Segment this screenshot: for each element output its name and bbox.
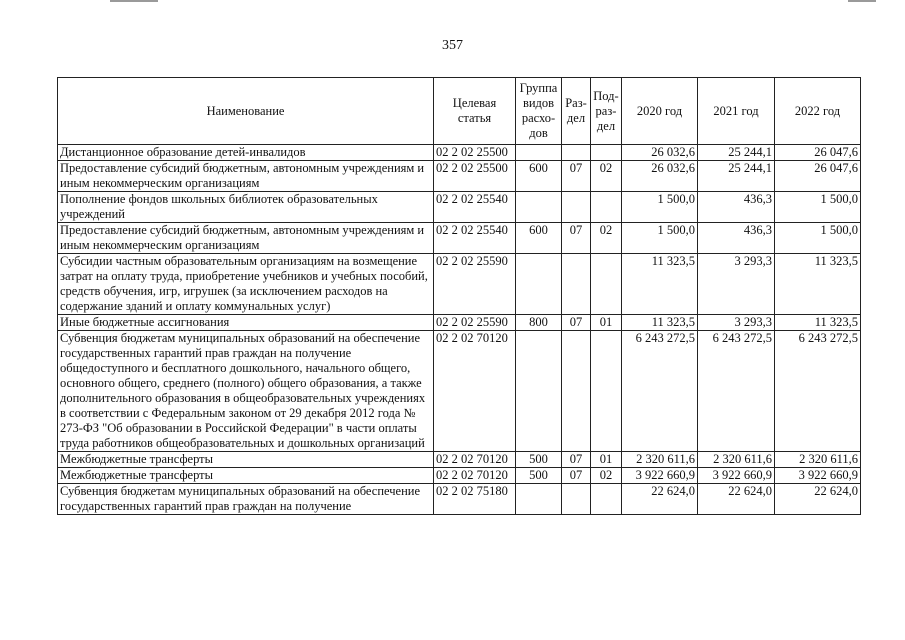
row-target: 02 2 02 70120: [434, 468, 516, 484]
row-2021: 3 922 660,9: [698, 468, 775, 484]
row-subsection: 01: [591, 315, 622, 331]
row-2022: 1 500,0: [775, 223, 861, 254]
row-subsection: [591, 331, 622, 452]
row-2022: 26 047,6: [775, 145, 861, 161]
row-2020: 26 032,6: [622, 145, 698, 161]
table-row: [58, 315, 861, 331]
row-2021: 25 244,1: [698, 161, 775, 192]
row-section: 07: [562, 468, 591, 484]
row-section: [562, 484, 591, 515]
budget-table: [57, 77, 861, 515]
header-subsection: Под-раз-дел: [591, 78, 622, 145]
row-subsection: [591, 254, 622, 315]
row-section: [562, 254, 591, 315]
row-2020: 26 032,6: [622, 161, 698, 192]
table-row: [58, 192, 861, 223]
row-section: 07: [562, 223, 591, 254]
row-name: Иные бюджетные ассигнования: [58, 315, 434, 331]
row-2021: 3 293,3: [698, 254, 775, 315]
row-section: 07: [562, 315, 591, 331]
header-2020: 2020 год: [622, 78, 698, 145]
row-2022: 11 323,5: [775, 315, 861, 331]
row-target: 02 2 02 25500: [434, 145, 516, 161]
row-2022: 3 922 660,9: [775, 468, 861, 484]
row-subsection: 02: [591, 223, 622, 254]
row-2021: 3 293,3: [698, 315, 775, 331]
row-subsection: [591, 145, 622, 161]
row-2020: 1 500,0: [622, 192, 698, 223]
row-group: 800: [516, 315, 562, 331]
table-row: [58, 468, 861, 484]
row-2020: 11 323,5: [622, 254, 698, 315]
row-target: 02 2 02 70120: [434, 452, 516, 468]
row-target: 02 2 02 25590: [434, 315, 516, 331]
row-2021: 2 320 611,6: [698, 452, 775, 468]
header-target: Целевая статья: [434, 78, 516, 145]
row-subsection: 02: [591, 161, 622, 192]
row-group: 500: [516, 468, 562, 484]
row-name: Субвенция бюджетам муниципальных образований на обеспечение государственных гарантий прав граждан на получение общедоступного и бесплатного дошкольного, начального общего, основного общего, среднего (полного) общего образования, а также дополнительного образования в общеобразовательных учреждениях в соответствии с Федеральным законом от 29 декабря 2012 года № 273-ФЗ "Об образовании в Российской Федерации" в части оплаты труда работников общеобразовательных и дошкольных организаций: [58, 331, 434, 452]
row-name: Предоставление субсидий бюджетным, автономным учреждениям и иным некоммерческим организациям: [58, 223, 434, 254]
row-section: [562, 331, 591, 452]
row-subsection: 02: [591, 468, 622, 484]
table-row: [58, 331, 861, 452]
header-name: Наименование: [58, 78, 434, 145]
row-target: 02 2 02 25540: [434, 192, 516, 223]
row-section: [562, 192, 591, 223]
row-2020: 22 624,0: [622, 484, 698, 515]
header-expense-group: Группа видов расхо-дов: [516, 78, 562, 145]
row-name: Предоставление субсидий бюджетным, автономным учреждениям и иным некоммерческим организациям: [58, 161, 434, 192]
table-row: [58, 223, 861, 254]
row-target: 02 2 02 25500: [434, 161, 516, 192]
row-group: [516, 192, 562, 223]
page-number: 357: [442, 38, 463, 53]
row-section: [562, 145, 591, 161]
scan-artifact-line: [110, 0, 158, 2]
row-2021: 22 624,0: [698, 484, 775, 515]
row-group: [516, 484, 562, 515]
row-subsection: [591, 192, 622, 223]
row-2020: 2 320 611,6: [622, 452, 698, 468]
row-2020: 6 243 272,5: [622, 331, 698, 452]
row-target: 02 2 02 25540: [434, 223, 516, 254]
row-group: 500: [516, 452, 562, 468]
row-2022: 1 500,0: [775, 192, 861, 223]
row-2022: 11 323,5: [775, 254, 861, 315]
row-2021: 6 243 272,5: [698, 331, 775, 452]
row-name: Межбюджетные трансферты: [58, 468, 434, 484]
table-row: [58, 484, 861, 515]
row-name: Субсидии частным образовательным организациям на возмещение затрат на оплату труда, приобретение учебников и учебных пособий, средств обучения, игр, игрушек (за исключением расходов на содержание зданий и оплату коммунальных услуг): [58, 254, 434, 315]
row-2022: 2 320 611,6: [775, 452, 861, 468]
table-row: [58, 145, 861, 161]
row-target: 02 2 02 25590: [434, 254, 516, 315]
table-row: [58, 254, 861, 315]
scan-artifact-line: [848, 0, 876, 2]
row-2021: 25 244,1: [698, 145, 775, 161]
row-group: [516, 254, 562, 315]
row-2021: 436,3: [698, 223, 775, 254]
row-2020: 3 922 660,9: [622, 468, 698, 484]
row-name: Субвенция бюджетам муниципальных образований на обеспечение государственных гарантий прав граждан на получение: [58, 484, 434, 515]
row-subsection: 01: [591, 452, 622, 468]
row-section: 07: [562, 161, 591, 192]
row-target: 02 2 02 70120: [434, 331, 516, 452]
table-row: [58, 452, 861, 468]
row-name: Пополнение фондов школьных библиотек образовательных учреждений: [58, 192, 434, 223]
row-group: [516, 145, 562, 161]
row-2022: 22 624,0: [775, 484, 861, 515]
row-section: 07: [562, 452, 591, 468]
row-2020: 11 323,5: [622, 315, 698, 331]
row-target: 02 2 02 75180: [434, 484, 516, 515]
row-name: Межбюджетные трансферты: [58, 452, 434, 468]
row-2020: 1 500,0: [622, 223, 698, 254]
table-row: [58, 161, 861, 192]
row-2022: 6 243 272,5: [775, 331, 861, 452]
row-2021: 436,3: [698, 192, 775, 223]
row-group: [516, 331, 562, 452]
header-section: Раз-дел: [562, 78, 591, 145]
row-group: 600: [516, 161, 562, 192]
row-2022: 26 047,6: [775, 161, 861, 192]
header-2022: 2022 год: [775, 78, 861, 145]
row-subsection: [591, 484, 622, 515]
row-group: 600: [516, 223, 562, 254]
table-header-row: [58, 78, 861, 145]
row-name: Дистанционное образование детей-инвалидов: [58, 145, 434, 161]
header-2021: 2021 год: [698, 78, 775, 145]
